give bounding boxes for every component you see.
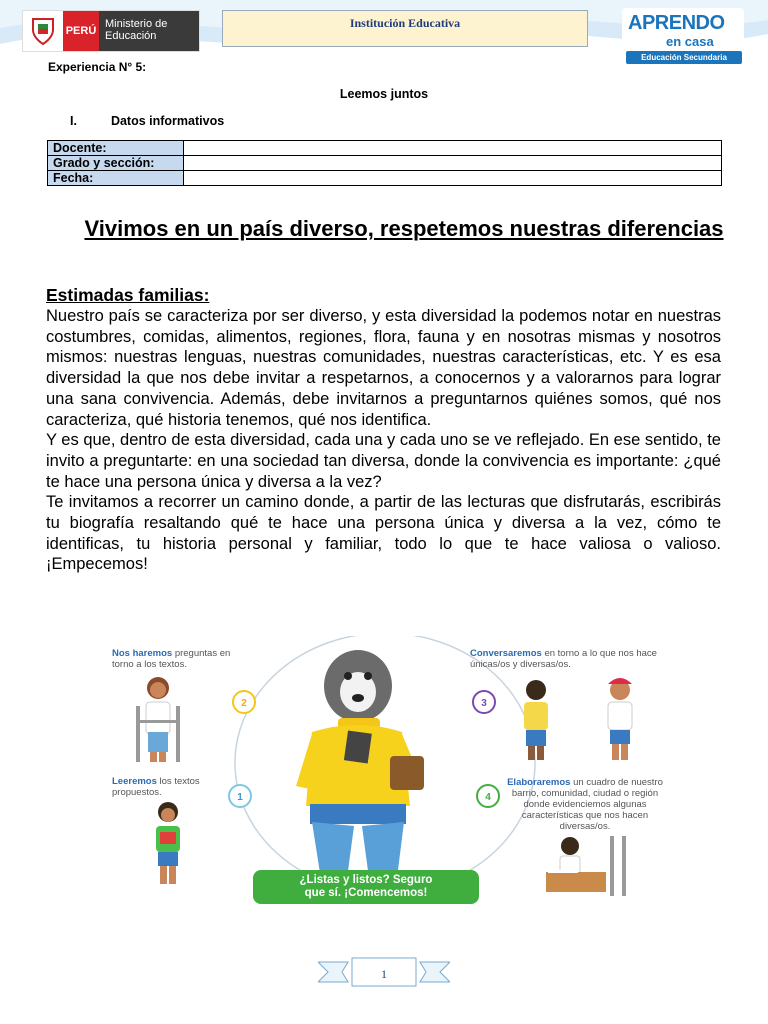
section-title: Datos informativos bbox=[110, 114, 225, 128]
aprendo-en-casa-logo bbox=[622, 8, 744, 66]
step1-caption bbox=[112, 776, 222, 798]
greeting: Estimadas familias: bbox=[46, 285, 210, 305]
step3-text: en torno a lo que nos hace únicas/os y diversas/os. bbox=[470, 648, 657, 670]
step2-bold: Nos haremos bbox=[112, 648, 173, 659]
fecha-label: Fecha: bbox=[48, 171, 184, 186]
info-table bbox=[47, 140, 722, 186]
cta-line-2: que sí. ¡Comencemos! bbox=[304, 887, 428, 899]
step-badge-1 bbox=[229, 785, 251, 807]
children-talking bbox=[524, 678, 632, 760]
bear-mascot bbox=[296, 650, 424, 894]
step4-bold: Elaboraremos bbox=[507, 777, 571, 788]
docente-label: Docente: bbox=[48, 141, 184, 156]
aprendo-level: Educación Secundaria bbox=[626, 51, 742, 64]
step-number-2: 2 bbox=[241, 698, 247, 709]
step-badge-3 bbox=[473, 691, 495, 713]
paragraph-1: Nuestro país se caracteriza por ser diverso, y esta diversidad la podemos notar en nuestras costumbres, comidas, alimentos, regiones, flora, fauna y en nosotras mismas y nosotros mismos: nuestras lenguas, nuestras comunidades, nuestras características, etc. Y es esa diversidad la que nos debe invitar a respetarnos, a conocernos y a valorarnos para lograr una sana convivencia. Además, debe invitarnos a preguntarnos quiénes somos, qué nos caracteriza, qué historia tenemos, qué nos identifica. bbox=[46, 307, 721, 429]
infographic-illustration bbox=[100, 636, 670, 910]
step2-text: preguntas en torno a los textos. bbox=[112, 648, 231, 670]
step-badge-4 bbox=[477, 785, 499, 807]
child-with-walker bbox=[136, 677, 180, 762]
step-number-4: 4 bbox=[485, 792, 491, 803]
fecha-value[interactable] bbox=[184, 171, 722, 186]
step-number-1: 1 bbox=[237, 792, 243, 803]
page-number: 1 bbox=[381, 967, 387, 981]
step3-caption bbox=[470, 648, 660, 670]
paragraph-3: Te invitamos a recorrer un camino donde, a partir de las lecturas que disfrutarás, escribirás tu biografía resaltando qué te hace una persona única y diversa a la vez, cómo te identificas, tu historia personal y familiar, todo lo que te hace valiosa o valioso. ¡Empecemos! bbox=[46, 493, 721, 574]
child-at-desk bbox=[546, 836, 626, 896]
institution-box: Institución Educativa bbox=[222, 10, 588, 47]
step3-bold: Conversaremos bbox=[470, 648, 542, 659]
docente-value[interactable] bbox=[184, 141, 722, 156]
coat-of-arms-icon bbox=[23, 11, 63, 51]
table-row bbox=[48, 141, 722, 156]
step4-text: un cuadro de nuestro barrio, comunidad, ciudad o región donde evidenciemos algunas características que nos hacen diversas/os. bbox=[511, 777, 663, 832]
peru-label: PERÚ bbox=[63, 11, 99, 51]
table-row bbox=[48, 171, 722, 186]
ministry-logo bbox=[22, 10, 200, 52]
step1-bold: Leeremos bbox=[112, 776, 157, 787]
section-numeral: I. bbox=[70, 114, 77, 128]
step1-text: los textos propuestos. bbox=[112, 776, 200, 798]
body-text bbox=[46, 306, 721, 575]
child-reading bbox=[156, 802, 180, 884]
experience-label: Experiencia N° 5: bbox=[48, 60, 147, 74]
aprendo-title: APRENDO bbox=[628, 12, 725, 34]
cta-line-1: ¿Listas y listos? Seguro bbox=[299, 874, 433, 886]
step2-caption bbox=[112, 648, 252, 670]
step4-caption bbox=[506, 777, 664, 832]
subtitle: Leemos juntos bbox=[339, 87, 429, 101]
ministry-label: Ministerio de Educación bbox=[99, 11, 199, 51]
table-row bbox=[48, 156, 722, 171]
paragraph-2: Y es que, dentro de esta diversidad, cada una y cada uno se ve reflejado. En ese sentido, te invito a preguntarte: en una sociedad tan diversa, donde la convivencia es importante: ¿qué te hace una persona única y diversa a la vez? bbox=[46, 431, 721, 491]
section-heading bbox=[70, 114, 224, 128]
step-badge-2 bbox=[233, 691, 255, 713]
aprendo-subtitle: en casa bbox=[666, 34, 714, 49]
grado-value[interactable] bbox=[184, 156, 722, 171]
call-to-action-banner bbox=[253, 870, 479, 904]
grado-label: Grado y sección: bbox=[48, 156, 184, 171]
main-title: Vivimos en un país diverso, respetemos nuestras diferencias bbox=[84, 216, 724, 241]
step-number-3: 3 bbox=[481, 698, 487, 709]
